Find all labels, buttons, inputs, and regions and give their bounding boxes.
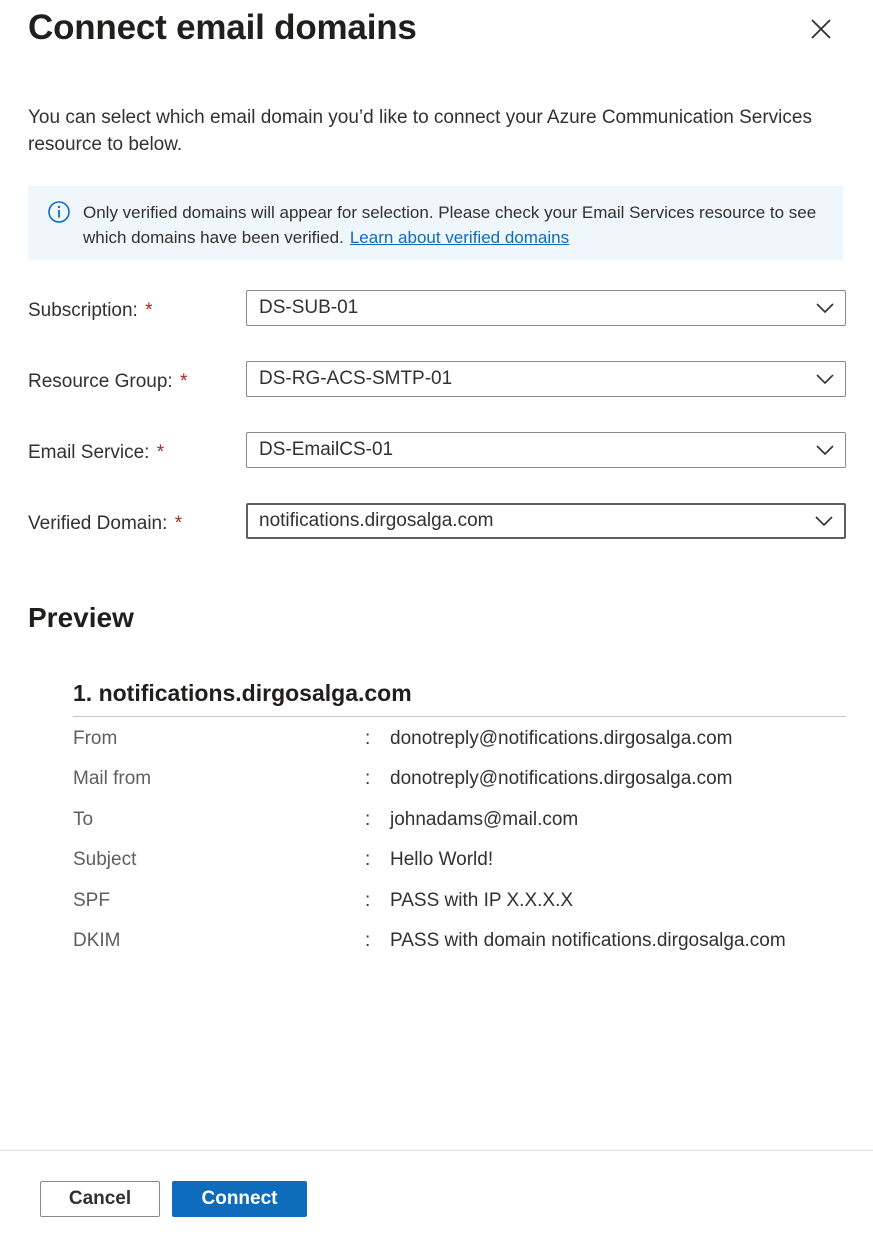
preview-domain-heading: 1. notifications.dirgosalga.com	[73, 680, 412, 706]
preview-row-subject	[73, 845, 853, 875]
preview-row-dkim	[73, 926, 853, 956]
learn-verified-domains-link[interactable]: Learn about verified domains	[349, 228, 570, 247]
subscription-label: Subscription: *	[28, 300, 153, 321]
preview-key: DKIM	[73, 930, 121, 951]
resource-group-label: Resource Group: *	[28, 371, 188, 392]
verified-domain-label: Verified Domain: *	[28, 513, 183, 534]
preview-key: SPF	[73, 890, 110, 911]
preview-value: donotreply@notifications.dirgosalga.com	[390, 768, 733, 789]
resource-group-dropdown[interactable]	[246, 361, 846, 397]
preview-key: From	[73, 728, 118, 749]
preview-row-from	[73, 724, 853, 754]
required-mark: *	[174, 513, 183, 534]
chevron-down-icon	[815, 302, 835, 314]
preview-key: Mail from	[73, 768, 152, 789]
connect-button[interactable]: Connect	[172, 1181, 307, 1217]
preview-separator: :	[365, 728, 371, 749]
chevron-down-icon	[815, 373, 835, 385]
resource-group-value: DS-RG-ACS-SMTP-01	[259, 368, 453, 389]
info-text: Only verified domains will appear for selection. Please check your Email Services resource to see which domains have been verified.	[83, 203, 817, 247]
preview-separator: :	[365, 849, 371, 870]
preview-value: johnadams@mail.com	[390, 809, 579, 830]
required-mark: *	[179, 371, 188, 392]
subscription-value: DS-SUB-01	[259, 297, 359, 318]
preview-key: To	[73, 809, 94, 830]
email-service-label: Email Service: *	[28, 442, 165, 463]
preview-separator: :	[365, 930, 371, 951]
cancel-button[interactable]: Cancel	[40, 1181, 160, 1217]
verified-domain-dropdown[interactable]	[246, 503, 846, 539]
preview-value: PASS with IP X.X.X.X	[390, 890, 574, 911]
close-button[interactable]	[804, 12, 838, 46]
close-icon[interactable]	[810, 18, 832, 40]
required-mark: *	[156, 442, 165, 463]
preview-separator: :	[365, 809, 371, 830]
footer-divider	[0, 1150, 873, 1151]
preview-value: donotreply@notifications.dirgosalga.com	[390, 728, 733, 749]
preview-separator: :	[365, 890, 371, 911]
preview-separator: :	[365, 768, 371, 789]
preview-row-mail-from	[73, 764, 853, 794]
chevron-down-icon	[814, 515, 834, 527]
preview-row-spf	[73, 886, 853, 916]
preview-divider	[73, 716, 846, 717]
dialog-description: You can select which email domain you’d like to connect your Azure Communication Services resource to below.	[28, 107, 812, 155]
preview-row-to	[73, 805, 853, 835]
email-service-value: DS-EmailCS-01	[259, 439, 394, 460]
preview-key: Subject	[73, 849, 137, 870]
email-service-dropdown[interactable]	[246, 432, 846, 468]
subscription-dropdown[interactable]	[246, 290, 846, 326]
dialog-title: Connect email domains	[28, 8, 417, 47]
required-mark: *	[145, 300, 153, 321]
info-message-bar	[28, 186, 843, 260]
verified-domain-value: notifications.dirgosalga.com	[259, 510, 494, 531]
info-icon	[47, 200, 71, 224]
preview-value: PASS with domain notifications.dirgosalga.com	[390, 930, 786, 951]
preview-heading: Preview	[28, 602, 134, 633]
chevron-down-icon	[815, 444, 835, 456]
preview-value: Hello World!	[390, 849, 494, 870]
